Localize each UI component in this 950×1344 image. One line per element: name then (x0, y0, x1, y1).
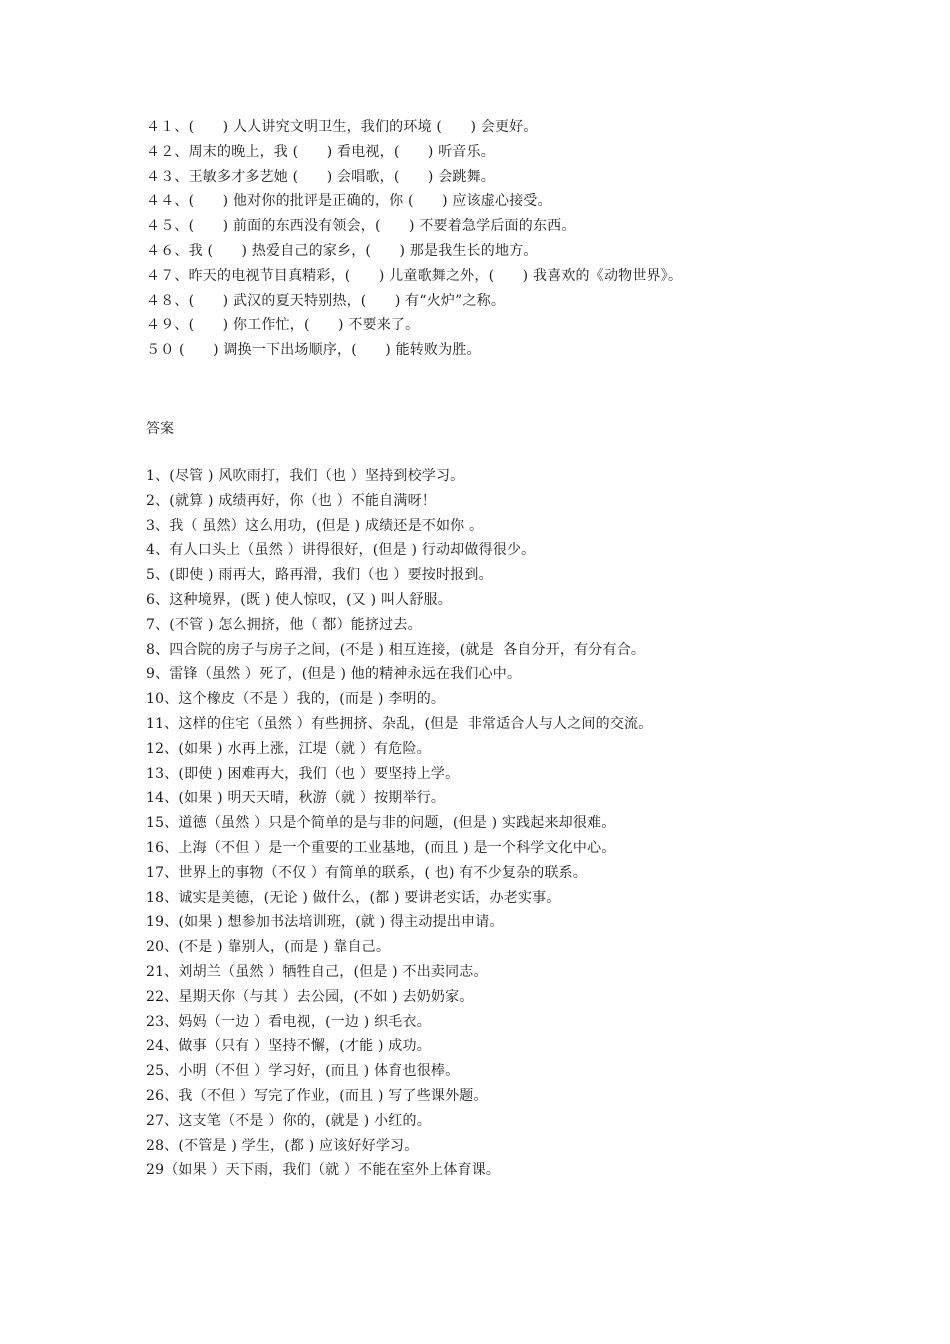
answer-line: 10、这个橡皮（不是 ）我的，(而是 ) 李明的。 (146, 691, 446, 708)
answer-line: 4、有人口头上（虽然 ）讲得很好，(但是 ) 行动却做得很少。 (146, 542, 536, 559)
question-line: ４２、周末的晚上，我 ( ) 看电视，( ) 听音乐。 (146, 143, 495, 160)
answer-line: 8、四合院的房子与房子之间，(不是 ) 相互连接，(就是 各自分开，有分有合。 (146, 641, 646, 658)
question-line: ４８、( ) 武汉的夏天特别热，( ) 有“火炉”之称。 (146, 292, 506, 309)
answers-heading: 答案 (146, 421, 174, 437)
answer-line: 19、(如果 ) 想参加书法培训班，(就 ) 得主动提出申请。 (146, 914, 504, 931)
answer-line: 28、(不管是 ) 学生，(都 ) 应该好好学习。 (146, 1137, 419, 1154)
answers-heading-wrap (146, 417, 926, 441)
answer-line: 5、(即使 ) 雨再大，路再滑，我们（也 ）要按时报到。 (146, 567, 493, 584)
answer-line: 14、(如果 ) 明天天晴，秋游（就 ）按期举行。 (146, 790, 446, 807)
answer-list (146, 464, 926, 1183)
answer-line: 21、刘胡兰（虽然 ）牺牲自己，(但是 ) 不出卖同志。 (146, 963, 488, 980)
answer-line: 6、这种境界，(既 ) 使人惊叹，(又 ) 叫人舒服。 (146, 591, 452, 608)
answer-line: 29（如果 ）天下雨，我们（就 ）不能在室外上体育课。 (146, 1162, 501, 1179)
answer-line: 16、上海（不但 ）是一个重要的工业基地，(而且 ) 是一个科学文化中心。 (146, 839, 616, 856)
answer-line: 2、(就算 ) 成绩再好，你（也 ）不能自满呀！ (146, 492, 436, 509)
answer-line: 12、(如果 ) 水再上涨，江堤（就 ）有危险。 (146, 740, 431, 757)
answer-line: 11、这样的住宅（虽然 ）有些拥挤、杂乱，(但是 非常适合人与人之间的交流。 (146, 715, 653, 732)
answer-line: 13、(即使 ) 困难再大，我们（也 ）要坚持上学。 (146, 765, 460, 782)
answer-line: 18、诚实是美德，(无论 ) 做什么，(都 ) 要讲老实话，办老实事。 (146, 889, 561, 906)
question-line: ４１、( ) 人人讲究文明卫生，我们的环境 ( ) 会更好。 (146, 119, 538, 135)
question-line: ４９、( ) 你工作忙，( ) 不要来了。 (146, 317, 420, 334)
question-list (146, 115, 926, 363)
answer-line: 3、我（ 虽然）这么用功，(但是 ) 成绩还是不如你 。 (146, 517, 484, 534)
answer-line: 24、做事（只有 ）坚持不懈，(才能 ) 成功。 (146, 1038, 431, 1055)
answer-line: 27、这支笔（不是 ）你的，(就是 ) 小红的。 (146, 1112, 431, 1129)
answer-line: 9、雷锋（虽然 ）死了，(但是 ) 他的精神永远在我们心中。 (146, 666, 522, 683)
answer-line: 25、小明（不但 ）学习好，(而且 ) 体育也很棒。 (146, 1063, 460, 1080)
question-line: ４３、王敏多才多艺她 ( ) 会唱歌，( ) 会跳舞。 (146, 168, 495, 185)
answer-line: 17、世界上的事物（不仅 ）有简单的联系，( 也) 有不少复杂的联系。 (146, 864, 588, 881)
answer-line: 23、妈妈（一边 ）看电视，(一边 ) 织毛衣。 (146, 1013, 431, 1030)
answer-line: 22、星期天你（与其 ）去公园，(不如 ) 去奶奶家。 (146, 988, 474, 1005)
question-line: ４４、( ) 他对你的批评是正确的，你 ( ) 应该虚心接受。 (146, 193, 552, 210)
question-line: ４７、昨天的电视节目真精彩，( ) 儿童歌舞之外，( ) 我喜欢的《动物世界》。 (146, 267, 683, 284)
question-line: ５０ ( ) 调换一下出场顺序，( ) 能转败为胜。 (146, 342, 481, 359)
question-line: ４５、( ) 前面的东西没有领会，( ) 不要着急学后面的东西。 (146, 218, 576, 235)
answer-line: 26、我（不但 ）写完了作业，(而且 ) 写了些课外题。 (146, 1087, 488, 1104)
answer-line: 1、(尽管 ) 风吹雨打，我们（也 ）坚持到校学习。 (146, 468, 465, 484)
answer-line: 20、(不是 ) 靠别人，(而是 ) 靠自己。 (146, 939, 391, 956)
answer-line: 15、道德（虽然 ）只是个简单的是与非的问题，(但是 ) 实践起来却很难。 (146, 815, 616, 832)
question-line: ４６、我 ( ) 热爱自己的家乡，( ) 那是我生长的地方。 (146, 242, 538, 259)
answer-line: 7、(不管 ) 怎么拥挤，他（ 都）能挤过去。 (146, 616, 422, 633)
